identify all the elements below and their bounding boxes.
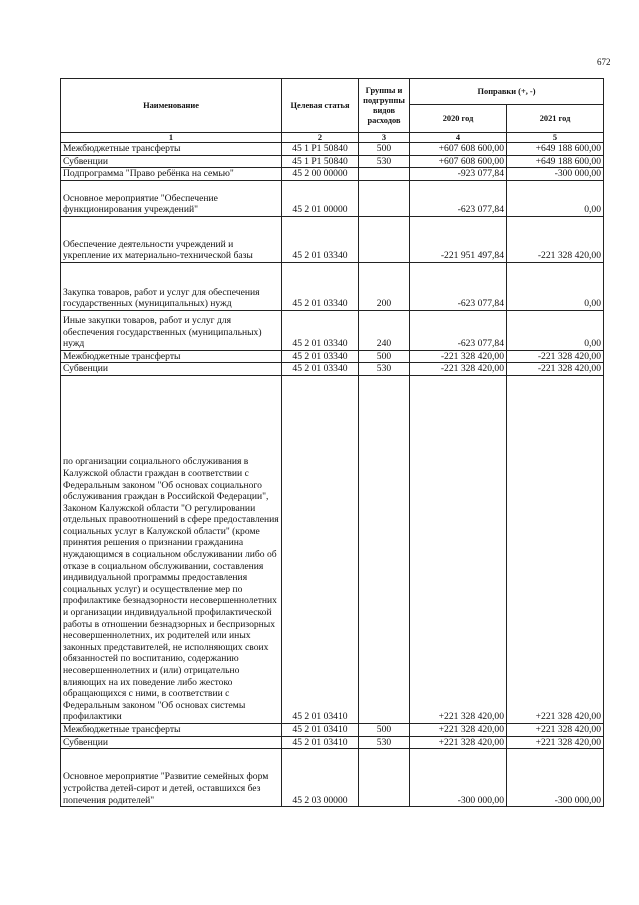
row-amount-2020: -923 077,84 [410, 168, 507, 181]
row-amount-2020: -221 328 420,00 [410, 363, 507, 376]
row-code: 45 2 03 00000 [282, 749, 359, 807]
column-index-row [61, 133, 604, 143]
row-code: 45 2 01 03410 [282, 375, 359, 723]
table-row [61, 736, 604, 749]
row-amount-2021: +649 188 600,00 [507, 155, 604, 168]
row-amount-2021: +649 188 600,00 [507, 143, 604, 156]
table-row [61, 310, 604, 350]
row-code: 45 2 01 03340 [282, 350, 359, 363]
row-amount-2021: -221 328 420,00 [507, 350, 604, 363]
table-row [61, 375, 604, 723]
row-name: Обеспечение деятельности учреждений и укрепление их материально-технической базы [61, 216, 282, 262]
row-name: по организации социального обслуживания в Калужской области граждан в соответствии с Федеральным законом "Об основах социального обслуживания граждан в Российской Федерации", Законом Калужской области "О регулировании отдельных правоотношений в сфере предоставления социальных услуг в Калужской области" (кроме принятия решения о признании гражданина нуждающимся в социальном обслуживании либо об отказе в социальном обслуживании, составления индивидуальной программы предоставления социальных услуг) и осуществление мер по профилактике безнадзорности несовершеннолетних и организации индивидуальной профилактической работы в отношении безнадзорных и беспризорных несовершеннолетних, их родителей или иных законных представителей, не исполняющих своих обязанностей по воспитанию, содержанию несовершеннолетних и (или) отрицательно влияющих на их поведение либо жестоко обращающихся с ними, в соответствии с Федеральным законом "Об основах системы профилактики [61, 375, 282, 723]
table-row [61, 155, 604, 168]
page-number: 672 [597, 57, 611, 67]
row-amount-2020: +607 608 600,00 [410, 143, 507, 156]
row-code: 45 2 01 03340 [282, 262, 359, 310]
row-group: 530 [359, 155, 410, 168]
row-name: Субвенции [61, 155, 282, 168]
budget-amendments-table [60, 78, 604, 807]
row-name: Закупка товаров, работ и услуг для обеспечения государственных (муниципальных) нужд [61, 262, 282, 310]
row-amount-2020: -623 077,84 [410, 262, 507, 310]
row-amount-2020: -221 951 497,84 [410, 216, 507, 262]
row-group: 200 [359, 262, 410, 310]
row-amount-2020: -221 328 420,00 [410, 350, 507, 363]
table-row [61, 723, 604, 736]
row-code: 45 2 00 00000 [282, 168, 359, 181]
table-row [61, 180, 604, 216]
header-amendments: Поправки (+, -) [410, 79, 604, 105]
row-name: Субвенции [61, 363, 282, 376]
row-amount-2021: 0,00 [507, 180, 604, 216]
row-group [359, 168, 410, 181]
row-amount-2020: +221 328 420,00 [410, 736, 507, 749]
column-index: 3 [359, 133, 410, 143]
header-group: Группы и подгруппы видов расходов [359, 79, 410, 133]
row-group [359, 216, 410, 262]
column-index: 2 [282, 133, 359, 143]
row-group [359, 180, 410, 216]
row-amount-2020: +607 608 600,00 [410, 155, 507, 168]
row-group: 240 [359, 310, 410, 350]
table-row [61, 363, 604, 376]
row-amount-2021: 0,00 [507, 310, 604, 350]
row-code: 45 2 01 03410 [282, 736, 359, 749]
row-group: 530 [359, 736, 410, 749]
row-amount-2020: -623 077,84 [410, 180, 507, 216]
table-row [61, 216, 604, 262]
table-row [61, 262, 604, 310]
row-name: Межбюджетные трансферты [61, 143, 282, 156]
column-index: 1 [61, 133, 282, 143]
row-amount-2021: -221 328 420,00 [507, 216, 604, 262]
row-code: 45 2 01 03340 [282, 216, 359, 262]
row-name: Основное мероприятие "Развитие семейных форм устройства детей-сирот и детей, оставшихся без попечения родителей" [61, 749, 282, 807]
header-year-2020: 2020 год [410, 105, 507, 133]
header-name: Наименование [61, 79, 282, 133]
row-amount-2021: 0,00 [507, 262, 604, 310]
row-group: 530 [359, 363, 410, 376]
row-amount-2021: +221 328 420,00 [507, 375, 604, 723]
row-code: 45 2 01 03340 [282, 310, 359, 350]
row-group [359, 375, 410, 723]
row-amount-2021: +221 328 420,00 [507, 736, 604, 749]
column-index: 4 [410, 133, 507, 143]
row-amount-2020: +221 328 420,00 [410, 723, 507, 736]
table-row [61, 749, 604, 807]
row-name: Межбюджетные трансферты [61, 723, 282, 736]
table-row [61, 168, 604, 181]
column-index: 5 [507, 133, 604, 143]
row-code: 45 1 P1 50840 [282, 143, 359, 156]
row-group: 500 [359, 350, 410, 363]
table-row [61, 143, 604, 156]
row-amount-2020: +221 328 420,00 [410, 375, 507, 723]
row-amount-2020: -623 077,84 [410, 310, 507, 350]
row-group [359, 749, 410, 807]
header-code: Целевая статья [282, 79, 359, 133]
row-group: 500 [359, 143, 410, 156]
row-amount-2021: +221 328 420,00 [507, 723, 604, 736]
table-row [61, 350, 604, 363]
row-amount-2020: -300 000,00 [410, 749, 507, 807]
row-group: 500 [359, 723, 410, 736]
row-amount-2021: -221 328 420,00 [507, 363, 604, 376]
row-amount-2021: -300 000,00 [507, 168, 604, 181]
row-amount-2021: -300 000,00 [507, 749, 604, 807]
row-name: Подпрограмма "Право ребёнка на семью" [61, 168, 282, 181]
row-code: 45 1 P1 50840 [282, 155, 359, 168]
row-name: Субвенции [61, 736, 282, 749]
row-code: 45 2 01 03340 [282, 363, 359, 376]
row-code: 45 2 01 03410 [282, 723, 359, 736]
row-name: Основное мероприятие "Обеспечение функционирования учреждений" [61, 180, 282, 216]
row-code: 45 2 01 00000 [282, 180, 359, 216]
row-name: Межбюджетные трансферты [61, 350, 282, 363]
row-name: Иные закупки товаров, работ и услуг для обеспечения государственных (муниципальных) нужд [61, 310, 282, 350]
header-year-2021: 2021 год [507, 105, 604, 133]
